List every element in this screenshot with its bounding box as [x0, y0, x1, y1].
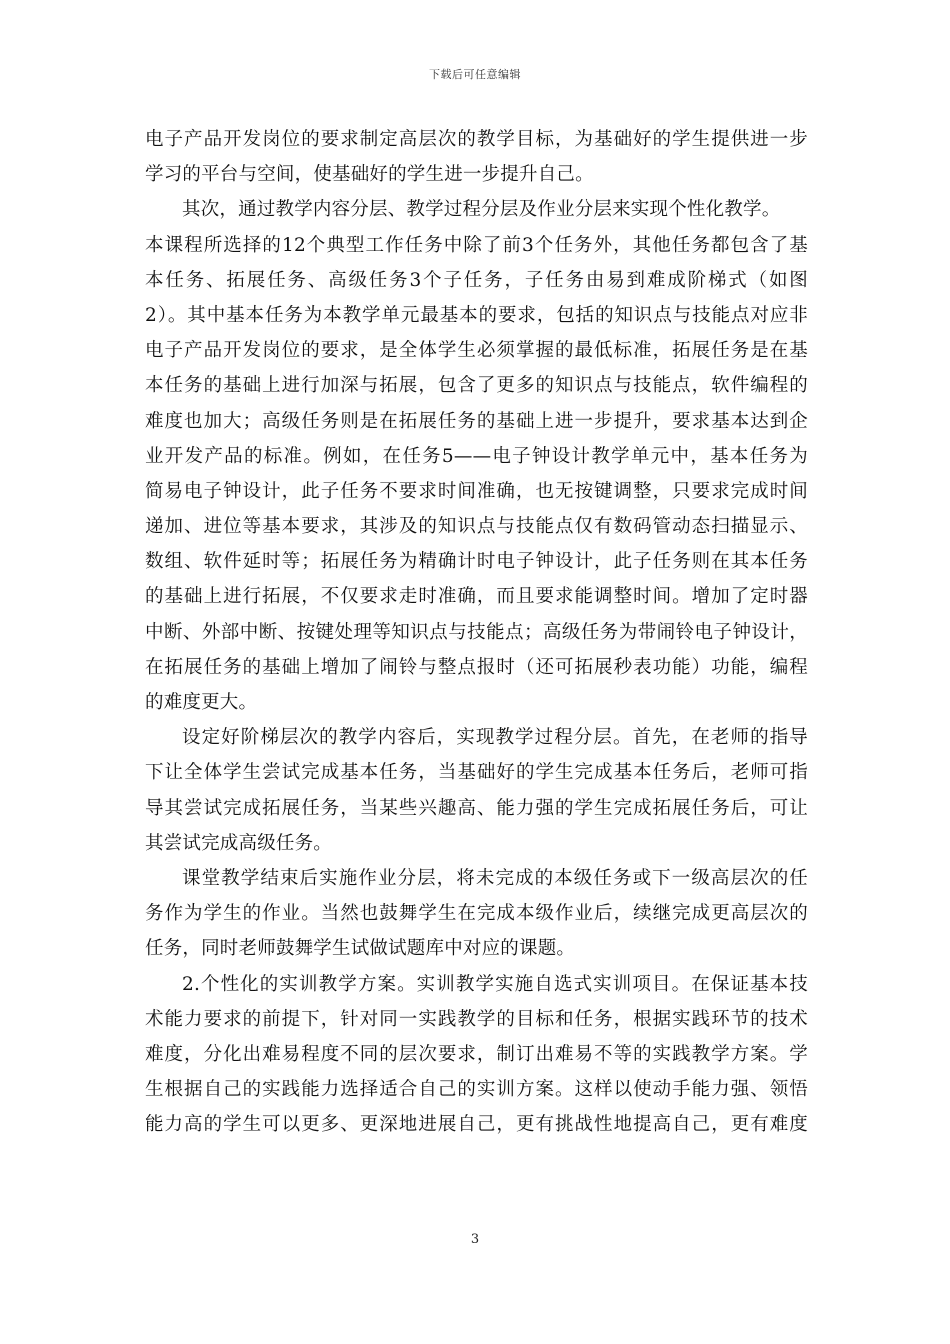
page-number: 3 — [470, 1232, 480, 1247]
text-line: 的难度更大。 — [145, 692, 258, 713]
text-line: 简易电子钟设计，此子任务不要求时间准确，也无按键调整，只要求完成时间 — [145, 480, 808, 502]
text-line: 导其尝试完成拓展任务，当某些兴趣高、能力强的学生完成拓展任务后，可让 — [145, 797, 808, 819]
text-line: 务作为学生的作业。当然也鼓舞学生在完成本级作业后，续继完成更高层次的 — [145, 903, 808, 925]
text-line: 的基础上进行拓展，不仅要求走时准确，而且要求能调整时间。增加了定时器 — [145, 586, 808, 608]
text-line: 中断、外部中断、按键处理等知识点与技能点；高级任务为带闹铃电子钟设计， — [145, 621, 808, 643]
text-line: 电子产品开发岗位的要求制定高层次的教学目标，为基础好的学生提供进一步 — [145, 129, 808, 150]
text-line: 递加、进位等基本要求，其涉及的知识点与技能点仅有数码管动态扫描显示、 — [145, 516, 808, 538]
text-line: 在拓展任务的基础上增加了闹铃与整点报时（还可拓展秒表功能）功能，编程 — [145, 656, 808, 678]
text-line: 能力高的学生可以更多、更深地进展自己，更有挑战性地提高自己，更有难度 — [145, 1114, 808, 1136]
text-line: 任务，同时老师鼓舞学生试做试题库中对应的课题。 — [145, 938, 576, 960]
text-line: 难度，分化出难易程度不同的层次要求，制订出难易不等的实践教学方案。学 — [145, 1043, 808, 1065]
text-line: 难度也加大；高级任务则是在拓展任务的基础上进一步提升，要求基本达到企 — [145, 410, 808, 432]
text-line: 2）。其中基本任务为本教学单元最基本的要求，包括的知识点与技能点对应非 — [145, 304, 808, 326]
text-line: 下让全体学生尝试完成基本任务，当基础好的学生完成基本任务后，老师可指 — [145, 762, 808, 784]
text-line: 业开发产品的标准。例如，在任务5——电子钟设计教学单元中，基本任务为 — [145, 445, 808, 467]
text-line: 其尝试完成高级任务。 — [145, 832, 333, 854]
text-line: 学习的平台与空间，使基础好的学生进一步提升自己。 — [145, 164, 594, 186]
text-line: 生根据自己的实践能力选择适合自己的实训方案。这样以使动手能力强、领悟 — [145, 1079, 808, 1101]
text-line: 电子产品开发岗位的要求，是全体学生必须掌握的最低标准，拓展任务是在基 — [145, 340, 808, 362]
text-line: 术能力要求的前提下，针对同一实践教学的目标和任务，根据实践环节的技术 — [145, 1008, 808, 1030]
text-line: 数组、软件延时等；拓展任务为精确计时电子钟设计，此子任务则在其本任务 — [145, 551, 808, 573]
page-header: 下载后可任意编辑 — [429, 68, 521, 81]
text-line: 设定好阶梯层次的教学内容后，实现教学过程分层。首先，在老师的指导 — [182, 727, 808, 749]
text-line: 2.个性化的实训教学方案。实训教学实施自选式实训项目。在保证基本技 — [182, 973, 808, 995]
text-line: 本任务的基础上进行加深与拓展，包含了更多的知识点与技能点，软件编程的 — [145, 375, 808, 397]
text-line: 课堂教学结束后实施作业分层，将未完成的本级任务或下一级高层次的任 — [182, 867, 808, 889]
text-line: 本任务、拓展任务、高级任务3个子任务，子任务由易到难成阶梯式（如图 — [145, 269, 808, 291]
body-text — [145, 122, 808, 1142]
text-line: 其次，通过教学内容分层、教学过程分层及作业分层来实现个性化教学。 — [182, 199, 781, 221]
text-line: 本课程所选择的12个典型工作任务中除了前3个任务外，其他任务都包含了基 — [145, 234, 808, 256]
